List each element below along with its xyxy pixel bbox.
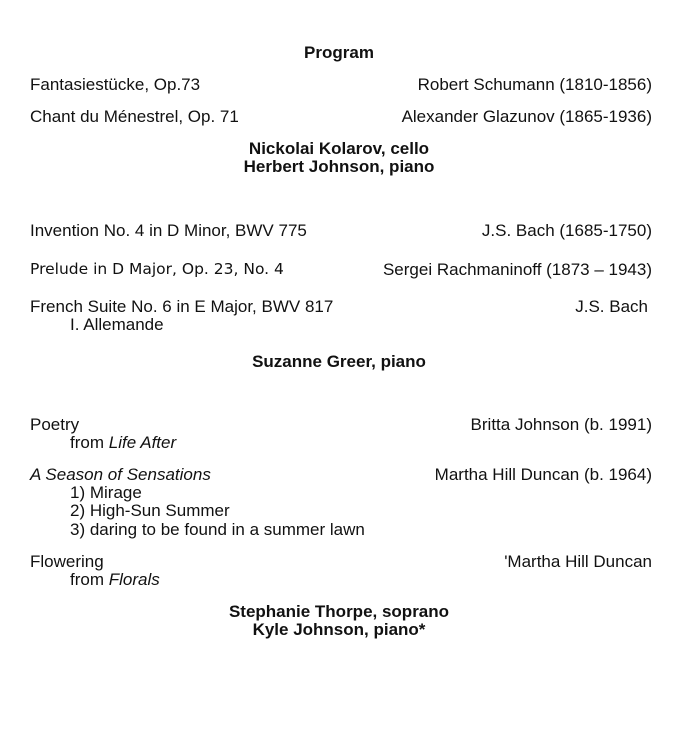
- piece-title: French Suite No. 6 in E Major, BWV 817: [30, 297, 334, 316]
- movement-line: I. Allemande: [70, 315, 164, 334]
- piece-composer: 'Martha Hill Duncan: [504, 552, 652, 571]
- movement-line: 1) Mirage: [70, 483, 142, 502]
- movement-line: 2) High-Sun Summer: [70, 501, 230, 520]
- piece-composer: Alexander Glazunov (1865-1936): [401, 107, 652, 126]
- source-work: Life After: [108, 433, 177, 452]
- performer-name: Herbert Johnson, piano: [243, 157, 435, 176]
- source-line: [70, 570, 160, 589]
- source-line: [70, 433, 176, 452]
- piece-title: Prelude in D Major, Op. 23, No. 4: [30, 260, 284, 278]
- piece-title: Poetry: [30, 415, 80, 434]
- from-prefix: from: [70, 433, 109, 452]
- piece-title: Invention No. 4 in D Minor, BWV 775: [30, 221, 307, 240]
- piece-composer: J.S. Bach: [575, 297, 648, 316]
- piece-composer: J.S. Bach (1685-1750): [481, 221, 652, 240]
- piece-title: A Season of Sensations: [30, 465, 211, 484]
- piece-composer: Sergei Rachmaninoff (1873 – 1943): [382, 260, 652, 279]
- program-heading: Program: [304, 43, 374, 62]
- piece-title: Chant du Ménestrel, Op. 71: [30, 107, 239, 126]
- performer-name: Suzanne Greer, piano: [252, 352, 426, 371]
- source-work: Florals: [108, 570, 160, 589]
- from-prefix: from: [70, 570, 109, 589]
- piece-composer: Britta Johnson (b. 1991): [470, 415, 652, 434]
- performer-name: Kyle Johnson, piano*: [252, 620, 426, 639]
- piece-title: Fantasiestücke, Op.73: [30, 75, 201, 94]
- performer-name: Stephanie Thorpe, soprano: [228, 602, 450, 621]
- piece-composer: Martha Hill Duncan (b. 1964): [434, 465, 652, 484]
- performer-name: Nickolai Kolarov, cello: [248, 139, 430, 158]
- movement-line: 3) daring to be found in a summer lawn: [70, 520, 365, 539]
- piece-composer: Robert Schumann (1810-1856): [417, 75, 652, 94]
- piece-title: Flowering: [30, 552, 104, 571]
